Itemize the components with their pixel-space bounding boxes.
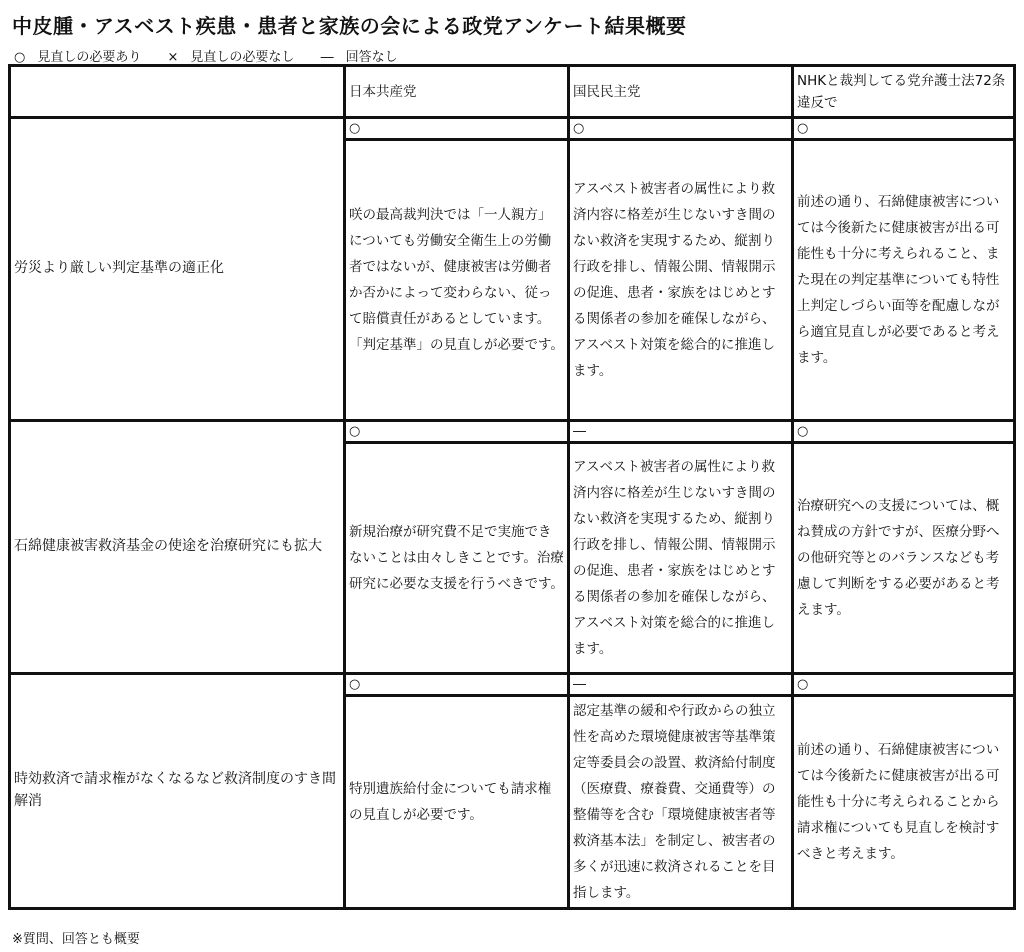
header-cell-empty bbox=[10, 66, 345, 118]
legend-yes-symbol: ○ bbox=[14, 50, 26, 65]
answer-cell-jcp: 咲の最高裁判決では「一人親方」についても労働安全衛生上の労働者ではないが、健康被害は労働者か否かによって変わらない、従って賠償責任があるとしています。「判定基準」の見直しが必要です。 bbox=[345, 140, 569, 421]
page-title: 中皮腫・アスベスト疾患・患者と家族の会による政党アンケート結果概要 bbox=[12, 14, 687, 38]
legend-none-label: 回答なし bbox=[345, 50, 398, 65]
mark-row bbox=[10, 118, 1015, 140]
mark-cell-jcp: ○ bbox=[345, 118, 569, 140]
answer-cell-dpfp: アスベスト被害者の属性により救済内容に格差が生じないすき間のない救済を実現するため、縦割り行政を排し、情報公開、情報開示の促進、患者・家族をはじめとする関係者の参加を確保しながら、アスベスト対策を総合的に推進します。 bbox=[569, 443, 793, 674]
mark-cell-nhk: ○ bbox=[793, 118, 1015, 140]
legend bbox=[14, 46, 420, 65]
answer-cell-jcp: 新規治療が研究費不足で実施できないことは由々しきことです。治療研究に必要な支援を行うべきです。 bbox=[345, 443, 569, 674]
header-party-dpfp: 国民民主党 bbox=[569, 66, 793, 118]
question-cell: 石綿健康被害救済基金の使途を治療研究にも拡大 bbox=[10, 421, 345, 674]
mark-row bbox=[10, 421, 1015, 443]
footnote: ※質問、回答とも概要 bbox=[12, 932, 140, 947]
mark-cell-nhk: ○ bbox=[793, 421, 1015, 443]
legend-yes-label: 見直しの必要あり bbox=[37, 50, 142, 65]
mark-cell-nhk: ○ bbox=[793, 674, 1015, 696]
header-party-nhk: NHKと裁判してる党弁護士法72条違反で bbox=[793, 66, 1015, 118]
header-party-jcp: 日本共産党 bbox=[345, 66, 569, 118]
survey-table bbox=[8, 64, 1016, 910]
mark-cell-jcp: ○ bbox=[345, 674, 569, 696]
answer-cell-dpfp: アスベスト被害者の属性により救済内容に格差が生じないすき間のない救済を実現するため、縦割り行政を排し、情報公開、情報開示の促進、患者・家族をはじめとする関係者の参加を確保しながら、アスベスト対策を総合的に推進します。 bbox=[569, 140, 793, 421]
mark-cell-jcp: ○ bbox=[345, 421, 569, 443]
header-row bbox=[10, 66, 1015, 118]
answer-cell-dpfp: 認定基準の緩和や行政からの独立性を高めた環境健康被害等基準策定等委員会の設置、救済給付制度（医療費、療養費、交通費等）の整備等を含む「環境健康被害者等救済基本法」を制定し、被害者の多くが迅速に救済されることを目指します。 bbox=[569, 696, 793, 909]
answer-cell-nhk: 前述の通り、石綿健康被害については今後新たに健康被害が出る可能性も十分に考えられることから請求権についても見直しを検討すべきと考えます。 bbox=[793, 696, 1015, 909]
mark-cell-dpfp: ― bbox=[569, 421, 793, 443]
question-cell: 労災より厳しい判定基準の適正化 bbox=[10, 118, 345, 421]
mark-cell-dpfp: ― bbox=[569, 674, 793, 696]
answer-cell-jcp: 特別遺族給付金についても請求権の見直しが必要です。 bbox=[345, 696, 569, 909]
answer-cell-nhk: 前述の通り、石綿健康被害については今後新たに健康被害が出る可能性も十分に考えられること、また現在の判定基準についても特性上判定しづらい面等を配慮しながら適宜見直しが必要であると考えます。 bbox=[793, 140, 1015, 421]
legend-no-label: 見直しの必要なし bbox=[190, 50, 295, 65]
question-cell: 時効救済で請求権がなくなるなど救済制度のすき間解消 bbox=[10, 674, 345, 909]
mark-cell-dpfp: ○ bbox=[569, 118, 793, 140]
legend-none-symbol: ― bbox=[320, 50, 334, 65]
legend-no-symbol: × bbox=[167, 50, 179, 65]
answer-cell-nhk: 治療研究への支援については、概ね賛成の方針ですが、医療分野への他研究等とのバランスなども考慮して判断をする必要があると考えます。 bbox=[793, 443, 1015, 674]
mark-row bbox=[10, 674, 1015, 696]
